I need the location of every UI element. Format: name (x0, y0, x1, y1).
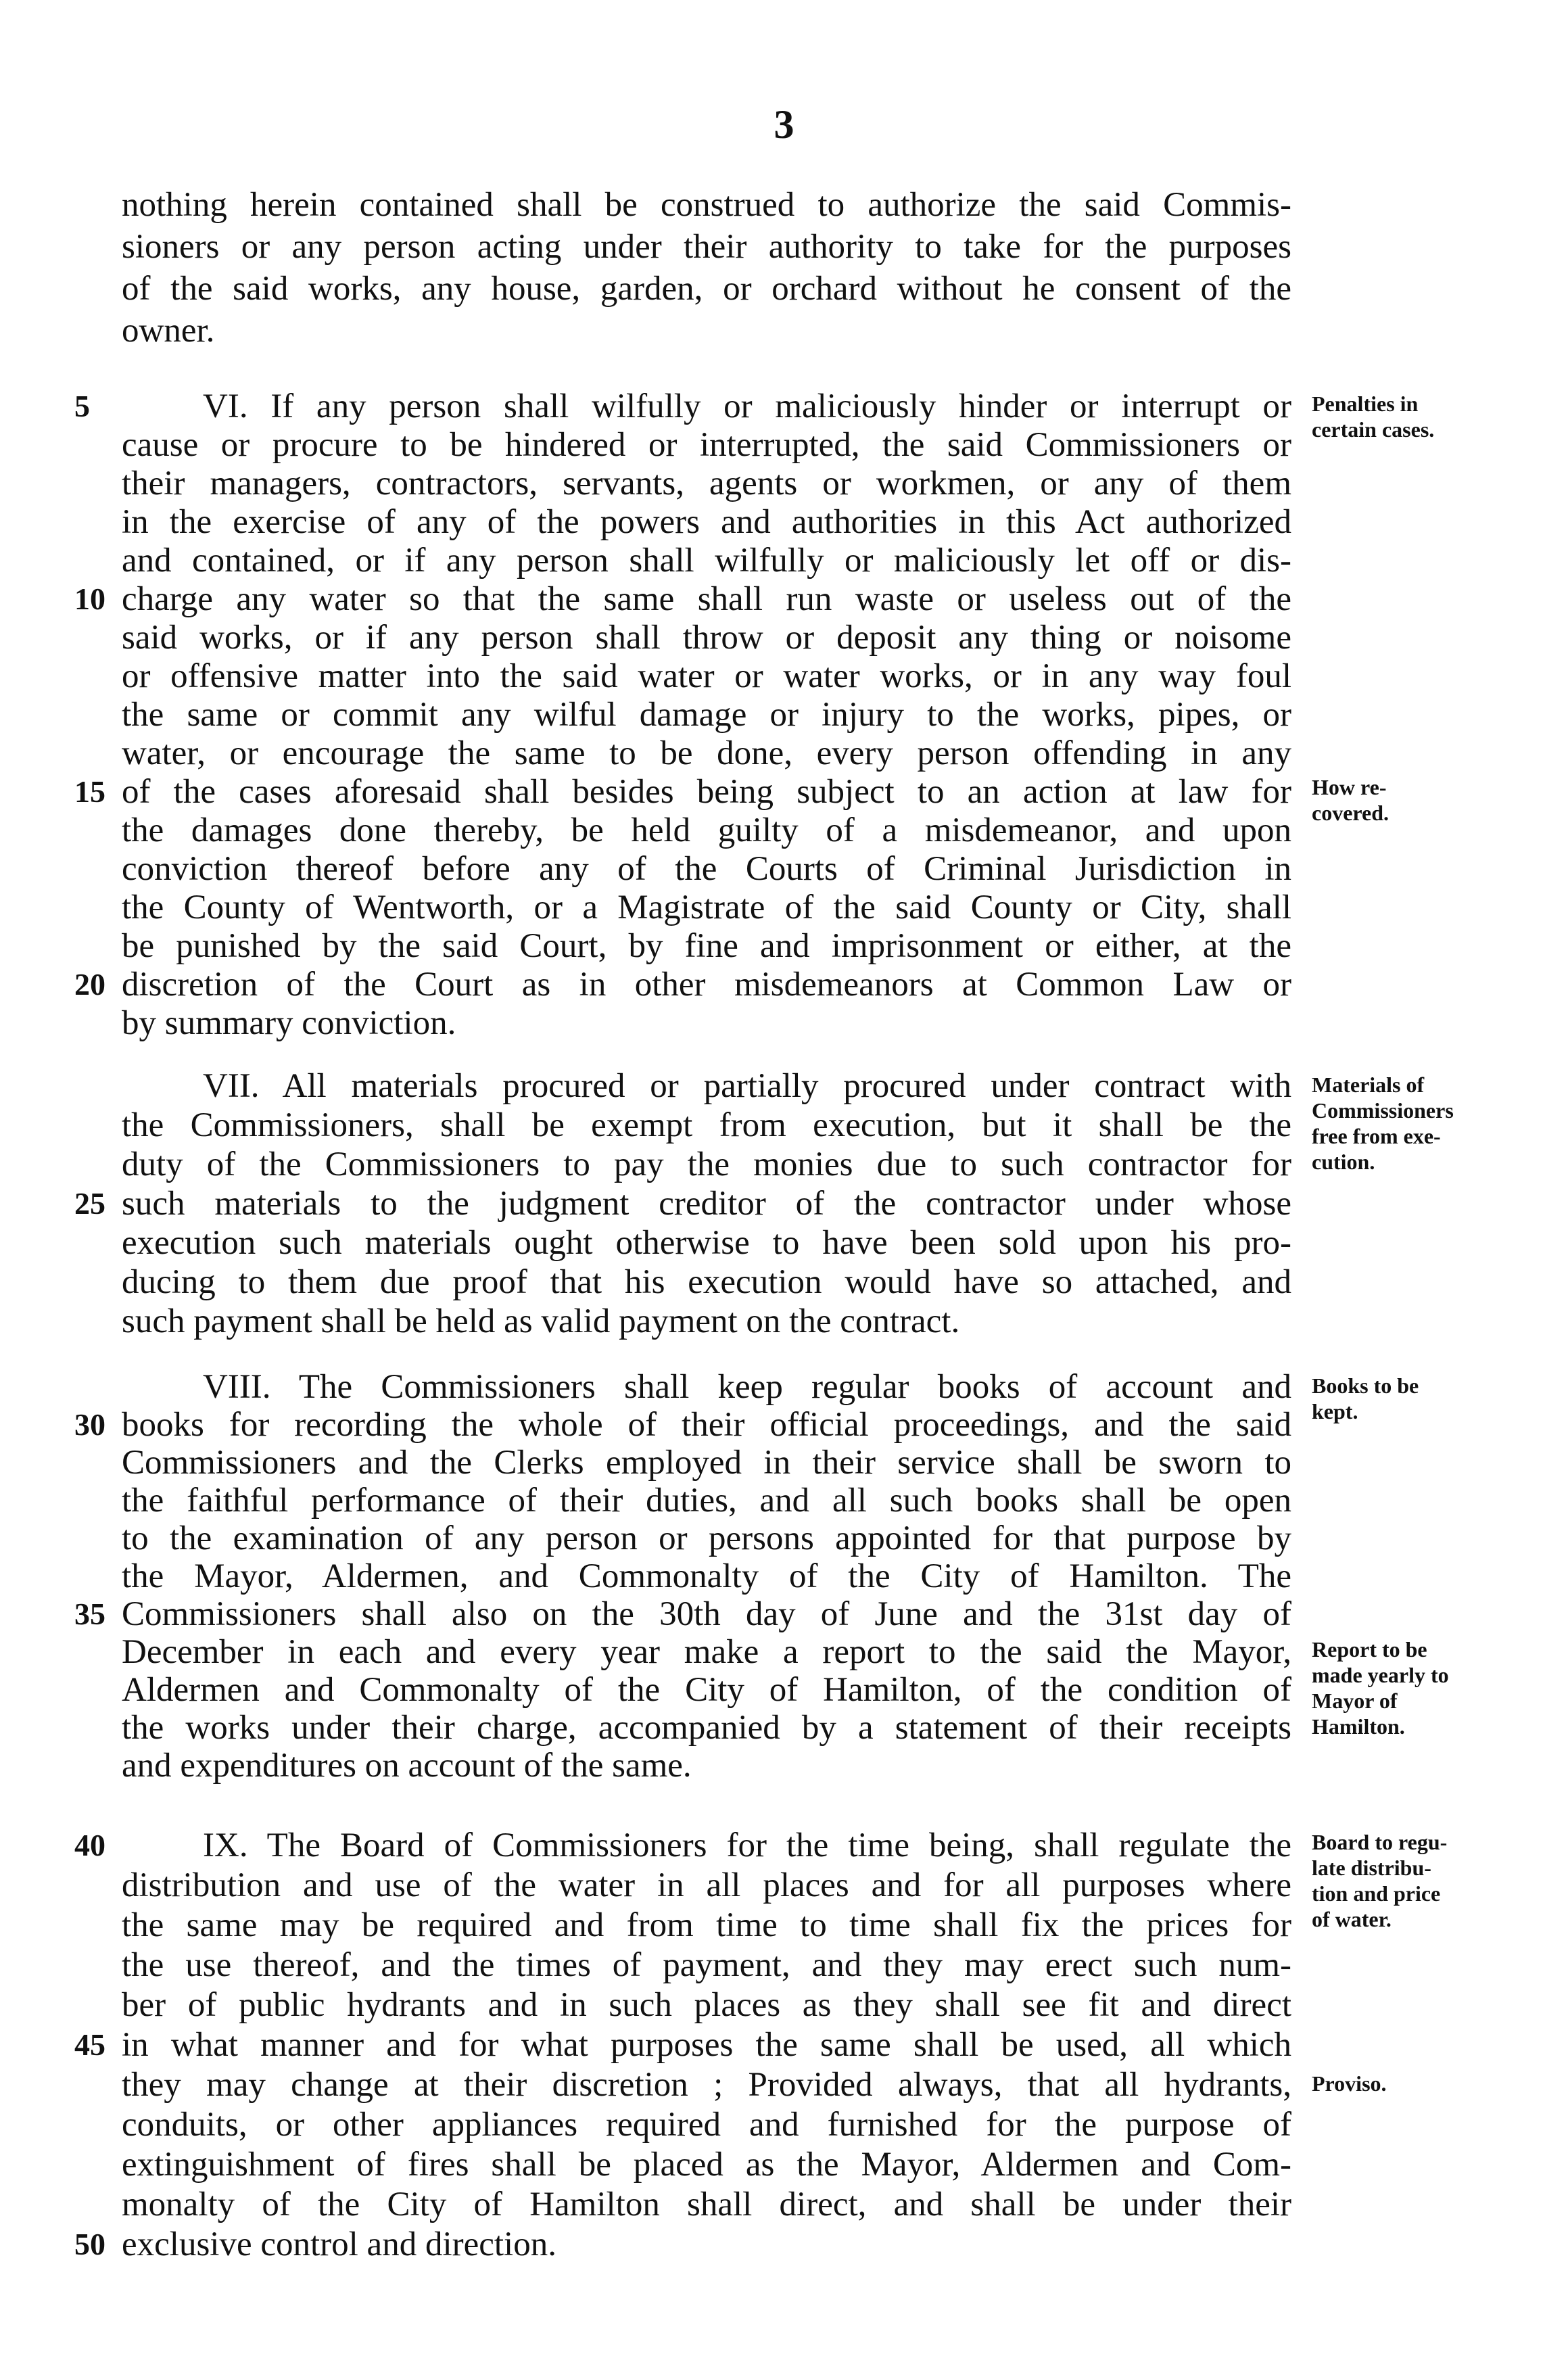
margin-note-proviso (1312, 2071, 1555, 2096)
text-line: Commissioners shall also on the 30th day of June and the 31st day of (122, 1595, 1291, 1633)
text-line: water, or encourage the same to be done, every person offending in any (122, 734, 1291, 772)
text-line: conduits, or other appliances required and furnished for the purpose of (122, 2106, 1291, 2144)
text-line: exclusive control and direction. (122, 2225, 556, 2263)
text-line: duty of the Commissioners to pay the monies due to such contractor for (122, 1146, 1291, 1183)
margin-note-line: made yearly to (1312, 1663, 1449, 1687)
margin-note-line: Penalties in (1312, 392, 1419, 416)
margin-note-line: Mayor of (1312, 1689, 1398, 1713)
margin-note-materials (1312, 1072, 1555, 1175)
text-line: Commissioners and the Clerks employed in their service shall be sworn to (122, 1444, 1291, 1482)
text-line: the Mayor, Aldermen, and Commonalty of the City of Hamilton. The (122, 1557, 1291, 1595)
margin-note-line: tion and price (1312, 1881, 1441, 1906)
margin-note-line: covered. (1312, 801, 1389, 825)
text-line: such payment shall be held as valid payment on the contract. (122, 1302, 960, 1340)
text-line: they may change at their discretion ; Provided always, that all hydrants, (122, 2066, 1291, 2104)
text-line: the same may be required and from time to time shall fix the prices for (122, 1906, 1291, 1944)
text-line: said works, or if any person shall throw or deposit any thing or noisome (122, 619, 1291, 657)
line-number: 35 (74, 1597, 105, 1631)
margin-note-line: How re- (1312, 775, 1387, 799)
line-number: 45 (74, 2027, 105, 2062)
text-line: of the said works, any house, garden, or orchard without he consent of the (122, 270, 1291, 308)
text-line: be punished by the said Court, by fine and imprisonment or either, at the (122, 927, 1291, 965)
section-vi-heading-line: VI. If any person shall wilfully or maliciously hinder or interrupt or (203, 387, 1291, 425)
margin-note-line: late distribu- (1312, 1856, 1431, 1880)
margin-note-line: Report to be (1312, 1637, 1427, 1662)
line-number: 30 (74, 1407, 105, 1442)
text-line: to the examination of any person or persons appointed for that purpose by (122, 1519, 1291, 1557)
margin-note-line: Materials of (1312, 1073, 1425, 1097)
text-line: or offensive matter into the said water or water works, or in any way foul (122, 657, 1291, 695)
margin-note-line: Hamilton. (1312, 1714, 1405, 1739)
section-viii-heading-line: VIII. The Commissioners shall keep regular books of account and (203, 1368, 1291, 1406)
text-line: the Commissioners, shall be exempt from execution, but it shall be the (122, 1106, 1291, 1144)
line-number: 5 (74, 389, 90, 423)
margin-note-line: Books to be (1312, 1373, 1419, 1398)
text-line: their managers, contractors, servants, agents or workmen, or any of them (122, 465, 1291, 502)
margin-note-board (1312, 1829, 1555, 1932)
margin-note-line: Board to regu- (1312, 1830, 1448, 1854)
page-number: 3 (774, 102, 794, 147)
margin-note-line: free from exe- (1312, 1124, 1441, 1148)
margin-note-line: certain cases. (1312, 417, 1435, 442)
text-line: extinguishment of fires shall be placed as the Mayor, Aldermen and Com- (122, 2146, 1291, 2184)
line-number: 10 (74, 582, 105, 616)
margin-note-line: of water. (1312, 1907, 1392, 1931)
text-line: cause or procure to be hindered or interrupted, the said Commissioners or (122, 426, 1291, 464)
text-line: ber of public hydrants and in such places as they shall see fit and direct (122, 1986, 1291, 2024)
text-line: in the exercise of any of the powers and authorities in this Act authorized (122, 503, 1291, 541)
text-line: sioners or any person acting under their authority to take for the purposes (122, 228, 1291, 266)
text-line: of the cases aforesaid shall besides being subject to an action at law for (122, 773, 1291, 811)
text-line: December in each and every year make a report to the said the Mayor, (122, 1633, 1291, 1671)
text-line: nothing herein contained shall be construed to authorize the said Commis- (122, 186, 1291, 224)
margin-note-how-recovered (1312, 774, 1555, 826)
text-line: owner. (122, 312, 215, 350)
text-line: the damages done thereby, be held guilty of a misdemeanor, and upon (122, 811, 1291, 849)
text-line: ducing to them due proof that his execution would have so attached, and (122, 1263, 1291, 1301)
text-line: the same or commit any wilful damage or injury to the works, pipes, or (122, 696, 1291, 734)
section-vii-heading-line: VII. All materials procured or partially procured under contract with (203, 1067, 1291, 1105)
margin-note-line: Commissioners (1312, 1098, 1454, 1123)
margin-note-line: kept. (1312, 1399, 1358, 1423)
text-line: and expenditures on account of the same. (122, 1747, 692, 1785)
text-line: the use thereof, and the times of payment, and they may erect such num- (122, 1946, 1291, 1984)
text-line: monalty of the City of Hamilton shall direct, and shall be under their (122, 2186, 1291, 2223)
text-line: such materials to the judgment creditor of the contractor under whose (122, 1185, 1291, 1223)
text-line: books for recording the whole of their official proceedings, and the said (122, 1406, 1291, 1444)
line-number: 15 (74, 774, 105, 809)
text-line: the faithful performance of their duties, and all such books shall be open (122, 1482, 1291, 1519)
line-number: 20 (74, 967, 105, 1002)
text-line: distribution and use of the water in all places and for all purposes where (122, 1866, 1291, 1904)
line-number: 40 (74, 1828, 105, 1862)
margin-note-line: cution. (1312, 1150, 1375, 1174)
text-line: discretion of the Court as in other misdemeanors at Common Law or (122, 966, 1291, 1004)
text-line: Aldermen and Commonalty of the City of Hamilton, of the condition of (122, 1671, 1291, 1709)
text-line: and contained, or if any person shall wilfully or maliciously let off or dis- (122, 542, 1291, 580)
text-line: the County of Wentworth, or a Magistrate of the said County or City, shall (122, 889, 1291, 926)
line-number: 25 (74, 1186, 105, 1221)
line-number: 50 (74, 2227, 105, 2261)
text-line: the works under their charge, accompanied by a statement of their receipts (122, 1709, 1291, 1747)
margin-note-line: Proviso. (1312, 2071, 1387, 2096)
text-line: in what manner and for what purposes the same shall be used, all which (122, 2026, 1291, 2064)
text-line: charge any water so that the same shall run waste or useless out of the (122, 580, 1291, 618)
text-line: conviction thereof before any of the Courts of Criminal Jurisdiction in (122, 850, 1291, 888)
text-line: execution such materials ought otherwise to have been sold upon his pro- (122, 1224, 1291, 1262)
margin-note-report (1312, 1636, 1555, 1739)
margin-note-penalties (1312, 391, 1555, 442)
section-ix-heading-line: IX. The Board of Commissioners for the time being, shall regulate the (203, 1827, 1291, 1864)
text-line: by summary conviction. (122, 1004, 456, 1042)
margin-note-books (1312, 1373, 1555, 1424)
